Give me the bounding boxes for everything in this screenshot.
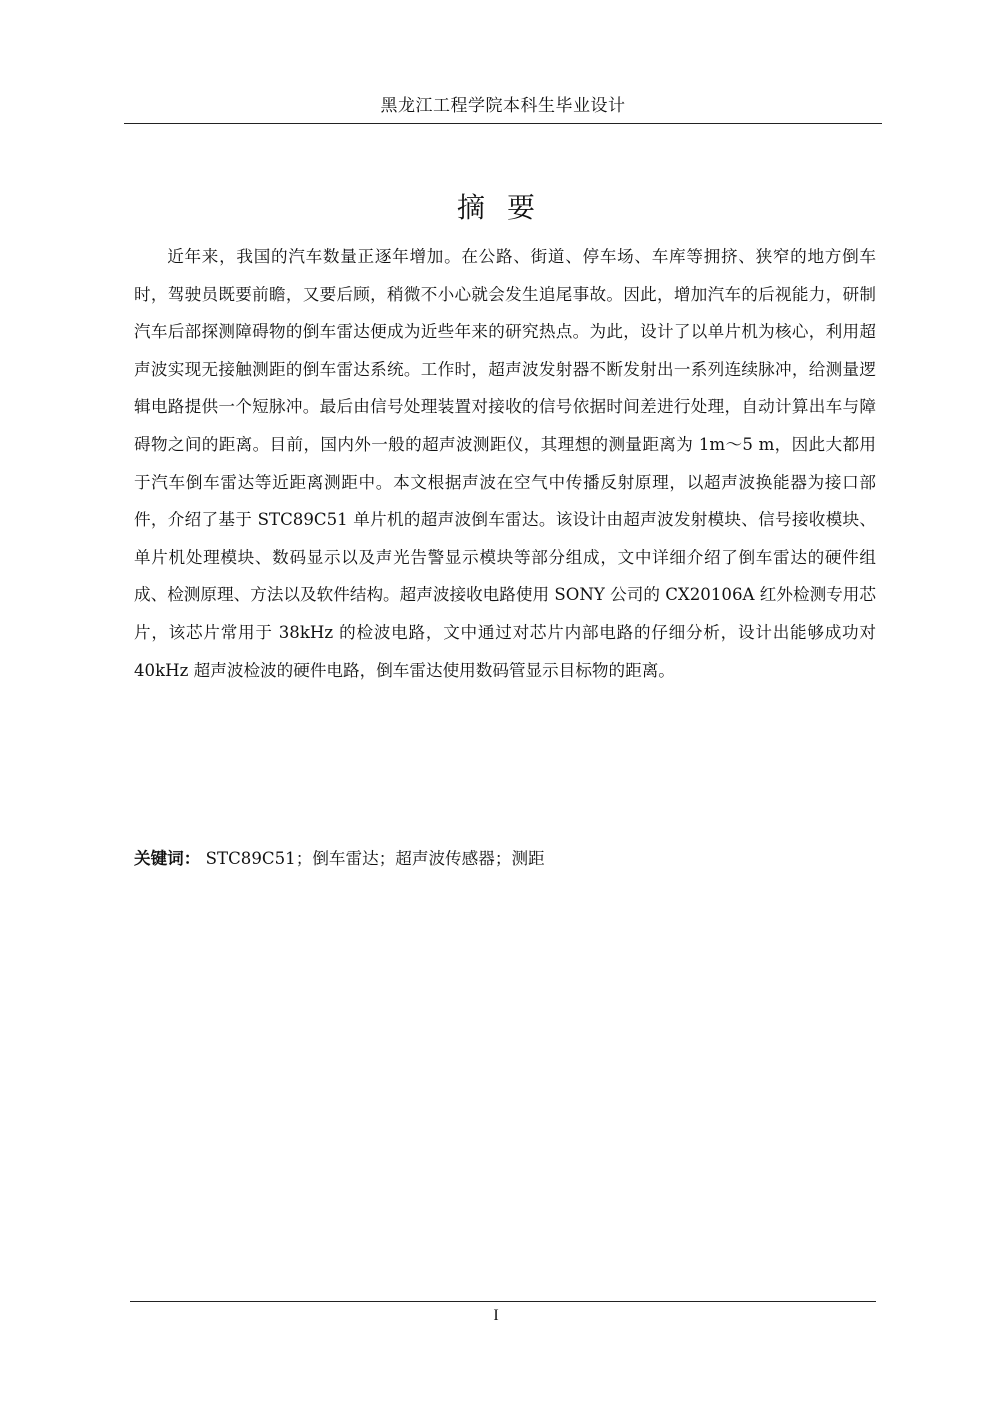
keywords-label: 关键词： <box>134 849 201 868</box>
page-header <box>124 94 882 124</box>
keyword-item: STC89C51 <box>205 849 296 868</box>
keyword-separator: ； <box>494 849 512 868</box>
keywords-line <box>134 840 876 877</box>
keyword-separator: ； <box>378 849 396 868</box>
abstract-title: 摘要 <box>456 191 557 224</box>
keyword-item: 超声波传感器 <box>395 849 495 868</box>
footer-rule <box>130 1301 876 1302</box>
abstract-body: 近年来，我国的汽车数量正逐年增加。在公路、街道、停车场、车库等拥挤、狭窄的地方倒车时，驾驶员既要前瞻，又要后顾，稍微不小心就会发生追尾事故。因此，增加汽车的后视能力，研制汽车后部探测障碍物的倒车雷达便成为近些年来的研究热点。为此，设计了以单片机为核心，利用超声波实现无接触测距的倒车雷达系统。工作时，超声波发射器不断发射出一系列连续脉冲，给测量逻辑电路提供一个短脉冲。最后由信号处理装置对接收的信号依据时间差进行处理，自动计算出车与障碍物之间的距离。目前，国内外一般的超声波测距仪，其理想的测量距离为 1m～5 m，因此大都用于汽车倒车雷达等近距离测距中。本文根据声波在空气中传播反射原理，以超声波换能器为接口部件，介绍了基于 STC89C51 单片机的超声波倒车雷达。该设计由超声波发射模块、信号接收模块、单片机处理模块、数码显示以及声光告警显示模块等部分组成，文中详细介绍了倒车雷达的硬件组成、检测原理、方法以及软件结构。超声波接收电路使用 SONY 公司的 CX20106A 红外检测专用芯片，该芯片常用于 38kHz 的检波电路，文中通过对芯片内部电路的仔细分析，设计出能够成功对 40kHz 超声波检波的硬件电路，倒车雷达使用数码管显示目标物的距离。 <box>134 247 876 680</box>
keyword-separator: ； <box>295 849 313 868</box>
page-number: I <box>493 1307 499 1324</box>
keyword-item: 倒车雷达 <box>312 849 379 868</box>
keyword-item: 测距 <box>511 849 545 868</box>
header-title: 黑龙江工程学院本科生毕业设计 <box>380 96 626 116</box>
